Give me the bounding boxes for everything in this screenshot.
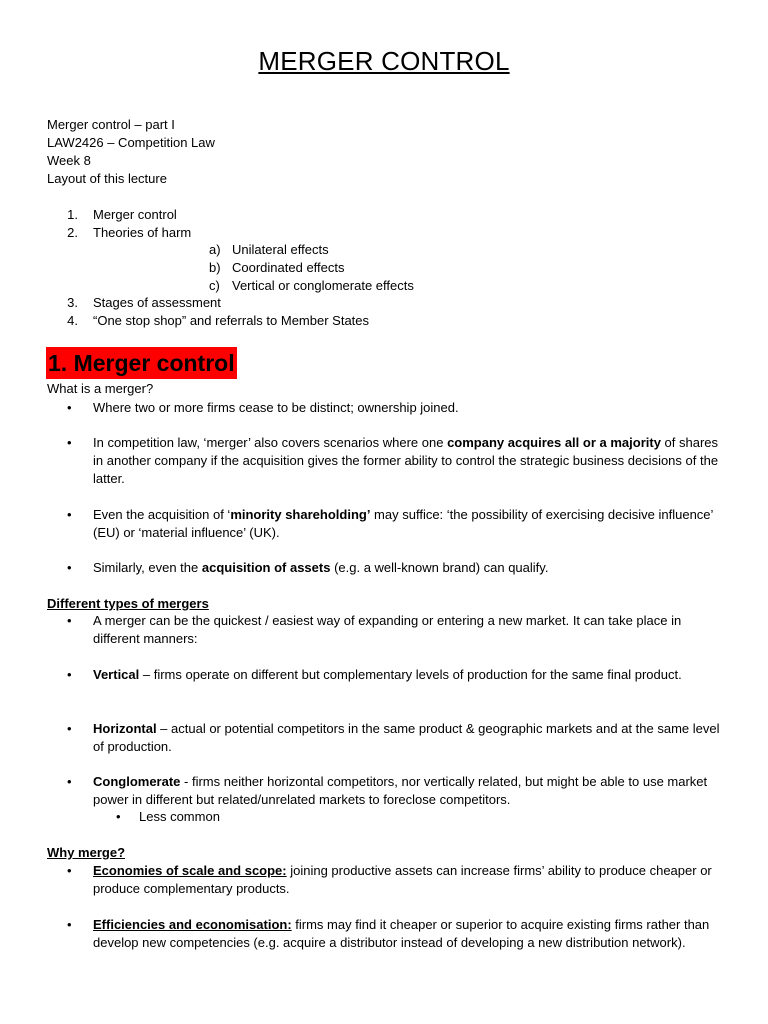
bullet-text: Economies of scale and scope: joining productive assets can increase firms’ ability to produce cheaper or produce complementary products. <box>93 863 712 896</box>
outline-sub-letter: c) <box>209 278 220 293</box>
outline-item: “One stop shop” and referrals to Member States <box>93 313 370 328</box>
bullet-text: Horizontal – actual or potential competitors in the same product & geographic markets and at the same level of production. <box>93 721 720 754</box>
outline-sub-item: Coordinated effects <box>232 260 345 275</box>
bullet-text: In competition law, ‘merger’ also covers scenarios where one company acquires all or a majority of shares in another company if the acquisition gives the former ability to control the strategic business decisions of the latter. <box>93 435 719 486</box>
outline-number: 4. <box>67 313 78 328</box>
sub-bullet-text: Less common <box>139 809 220 824</box>
outline-item: Stages of assessment <box>93 295 221 310</box>
header-line: Week 8 <box>47 153 91 168</box>
header-line: Merger control – part I <box>47 117 175 132</box>
outline-sub-letter: b) <box>209 260 221 275</box>
bullet-text: Vertical – firms operate on different but complementary levels of production for the same final product. <box>93 667 682 682</box>
outline-number: 3. <box>67 295 78 310</box>
subsection-heading: Why merge? <box>47 845 126 860</box>
bullet-icon: • <box>67 774 72 789</box>
bullet-icon: • <box>67 721 72 736</box>
outline-item: Merger control <box>93 207 177 222</box>
outline-sub-letter: a) <box>209 242 221 257</box>
bullet-text: Conglomerate - firms neither horizontal competitors, nor vertically related, but might be able to use market power in different but related/unrelated markets to foreclose competitors. <box>93 774 708 807</box>
page-title: MERGER CONTROL <box>258 46 510 76</box>
bullet-icon: • <box>67 613 72 628</box>
bullet-text: Efficiencies and economisation: firms may find it cheaper or superior to acquire existing firms rather than develop new competencies (e.g. acquire a distributor instead of developing a new distribution network). <box>93 917 710 950</box>
bullet-icon: • <box>67 863 72 878</box>
bullet-icon: • <box>116 809 121 824</box>
bullet-icon: • <box>67 917 72 932</box>
bullet-text: Even the acquisition of ‘minority shareholding’ may suffice: ‘the possibility of exercising decisive influence’ (EU) or ‘material influence’ (UK). <box>93 507 713 540</box>
bullet-text: Where two or more firms cease to be distinct; ownership joined. <box>93 400 459 415</box>
bullet-text: Similarly, even the acquisition of assets (e.g. a well-known brand) can qualify. <box>93 560 549 575</box>
header-line: Layout of this lecture <box>47 171 167 186</box>
section-question: What is a merger? <box>47 381 154 396</box>
outline-sub-item: Vertical or conglomerate effects <box>232 278 414 293</box>
subsection-heading: Different types of mergers <box>47 596 209 611</box>
outline-number: 1. <box>67 207 78 222</box>
section-heading: 1. Merger control <box>46 347 237 379</box>
bullet-icon: • <box>67 507 72 522</box>
bullet-icon: • <box>67 435 72 450</box>
outline-item: Theories of harm <box>93 225 192 240</box>
outline-sub-item: Unilateral effects <box>232 242 329 257</box>
bullet-text: A merger can be the quickest / easiest way of expanding or entering a new market. It can take place in different manners: <box>93 613 682 646</box>
bullet-icon: • <box>67 400 72 415</box>
outline-number: 2. <box>67 225 78 240</box>
bullet-icon: • <box>67 560 72 575</box>
bullet-icon: • <box>67 667 72 682</box>
header-line: LAW2426 – Competition Law <box>47 135 215 150</box>
